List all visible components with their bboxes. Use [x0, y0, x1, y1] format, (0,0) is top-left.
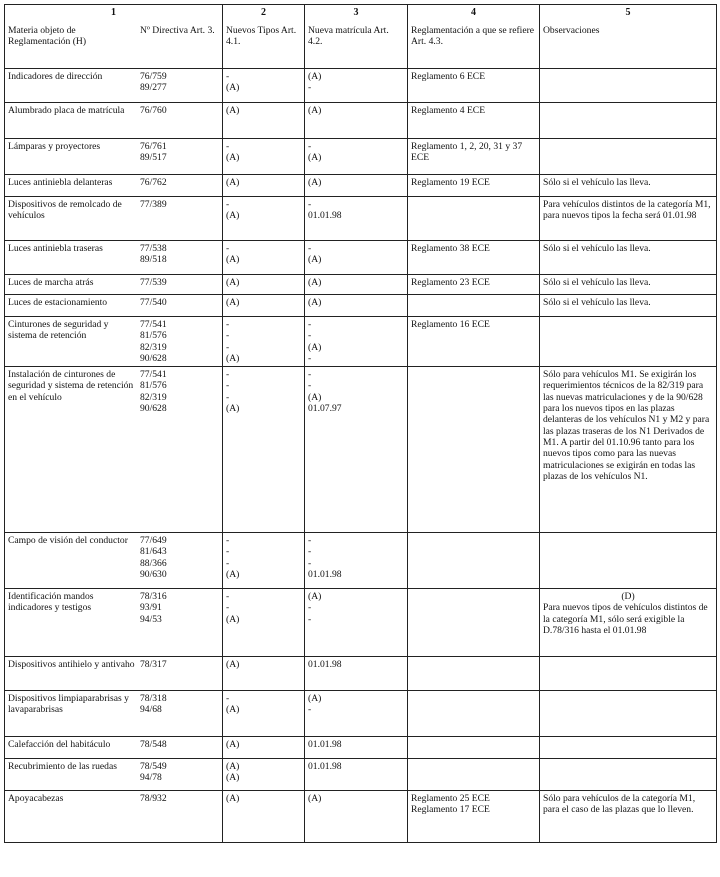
matter-split — [8, 693, 219, 716]
table-row — [5, 791, 717, 843]
regulation-text: Reglamento 19 ECE — [411, 177, 490, 188]
directive-number: 78/549 — [140, 761, 167, 772]
header-col5 — [540, 5, 717, 69]
header-col1 — [5, 5, 223, 69]
matter-split — [8, 199, 219, 222]
table-body — [5, 69, 717, 843]
table-row — [5, 533, 717, 589]
new-registration-cell — [305, 241, 408, 275]
observations-cell — [540, 791, 717, 843]
col2-heading: Nuevos Tipos Art. 4.1. — [226, 24, 297, 48]
observations-cell — [540, 691, 717, 737]
observations-text: Sólo para vehículos M1. Se exigirán los requerimientos técnicos de la 82/319 para las nuevas matriculaciones y de la 90/628 para los nuevos tipos en las plazas delanteras de los vehículos N1 y M2 y para las plazas traseras de los N1 Derivados de M1. A partir del 01.10.96 tanto para los nuevos tipos como para las nuevas matriculaciones se exigirán en todas las plazas de los vehículos N1. — [543, 369, 710, 482]
table-row — [5, 139, 717, 175]
regulation-text: Reglamento 1, 2, 20, 31 y 37 ECE — [411, 141, 523, 164]
new-types-value: (A) — [226, 352, 240, 364]
table-row — [5, 691, 717, 737]
new-registration-value: 01.01.98 — [308, 739, 342, 750]
table-row — [5, 295, 717, 317]
matter-split — [8, 659, 219, 670]
matter-name: Campo de visión del conductor — [8, 535, 128, 546]
col4-heading: Reglamentación a que se refiere Art. 4.3. — [411, 24, 535, 48]
new-types-value: (A) — [226, 613, 240, 625]
observations-cell — [540, 175, 717, 197]
matter-split — [8, 319, 219, 364]
new-registration-value: (A) — [308, 254, 322, 266]
matter-cell — [5, 275, 223, 295]
new-registration-value: (A) — [308, 793, 322, 804]
directive-number: 89/517 — [140, 152, 167, 164]
observations-cell — [540, 533, 717, 589]
regulation-text: Reglamento 25 ECE Reglamento 17 ECE — [411, 793, 490, 816]
regulation-cell — [408, 241, 540, 275]
directive-number: 77/540 — [140, 297, 167, 308]
matter-cell — [5, 295, 223, 317]
new-types-cell — [223, 533, 305, 589]
new-types-cell — [223, 691, 305, 737]
new-types-value: - — [226, 71, 230, 82]
directive-number: 77/541 — [140, 369, 167, 380]
directive-number: 82/319 — [140, 341, 167, 353]
matter-cell — [5, 589, 223, 657]
matter-split — [8, 297, 219, 308]
matter-name: Dispositivos limpiaparabrisas y lavaparabrisas — [8, 693, 129, 716]
directive-number: 78/318 — [140, 693, 167, 704]
new-types-cell — [223, 657, 305, 691]
new-types-value: (A) — [226, 254, 240, 266]
new-types-value: - — [226, 243, 230, 254]
regulation-cell — [408, 367, 540, 533]
new-types-value: (A) — [226, 277, 240, 288]
col1-matter-heading: Materia objeto de Reglamentación (H) — [8, 24, 87, 48]
table-row — [5, 317, 717, 367]
observations-cell — [540, 241, 717, 275]
regulation-text: Reglamento 6 ECE — [411, 71, 486, 82]
new-types-cell — [223, 295, 305, 317]
new-registration-value: - — [308, 243, 312, 254]
matter-name: Cinturones de seguridad y sistema de retención — [8, 319, 109, 342]
new-types-value: (A) — [226, 704, 240, 716]
matter-cell — [5, 737, 223, 759]
new-types-cell — [223, 175, 305, 197]
matter-split — [8, 277, 219, 288]
regulation-cell — [408, 139, 540, 175]
new-registration-cell — [305, 317, 408, 367]
new-registration-value: 01.01.98 — [308, 210, 342, 222]
new-registration-value: - — [308, 141, 312, 152]
matter-split — [8, 141, 219, 164]
directive-list — [140, 535, 219, 580]
matter-split — [8, 793, 219, 804]
new-registration-value: (A) — [308, 391, 322, 403]
new-registration-value: (A) — [308, 591, 322, 602]
table-row — [5, 367, 717, 533]
table-row — [5, 103, 717, 139]
matter-cell — [5, 69, 223, 103]
new-registration-value: - — [308, 352, 312, 364]
new-types-value: - — [226, 341, 230, 353]
header-col3 — [305, 5, 408, 69]
matter-name: Luces antiniebla traseras — [8, 243, 103, 254]
new-registration-cell — [305, 295, 408, 317]
new-registration-value: (A) — [308, 177, 322, 188]
observations-cell — [540, 759, 717, 791]
observations-cell — [540, 139, 717, 175]
directive-number: 90/628 — [140, 352, 167, 364]
matter-split — [8, 105, 219, 116]
new-types-value: - — [226, 591, 230, 602]
table-row — [5, 589, 717, 657]
new-registration-value: - — [308, 546, 312, 558]
new-types-cell — [223, 737, 305, 759]
observations-cell — [540, 737, 717, 759]
matter-name: Recubrimiento de las ruedas — [8, 761, 117, 772]
new-registration-value: - — [308, 704, 312, 716]
new-types-value: (A) — [226, 82, 240, 94]
new-types-cell — [223, 241, 305, 275]
matter-split — [8, 243, 219, 266]
directive-number: 77/538 — [140, 243, 167, 254]
new-types-cell — [223, 103, 305, 139]
directive-list — [140, 659, 219, 670]
col2-number: 2 — [261, 7, 266, 18]
new-types-value: (A) — [226, 761, 240, 772]
observations-cell — [540, 103, 717, 139]
regulation-cell — [408, 317, 540, 367]
new-types-value: - — [226, 535, 230, 546]
new-types-cell — [223, 139, 305, 175]
new-types-cell — [223, 791, 305, 843]
directive-number: 88/366 — [140, 557, 167, 569]
matter-cell — [5, 657, 223, 691]
table-row — [5, 275, 717, 295]
matter-split — [8, 177, 219, 188]
new-types-value: - — [226, 546, 230, 558]
matter-split — [8, 739, 219, 750]
new-registration-value: - — [308, 535, 312, 546]
directive-number: 81/576 — [140, 330, 167, 342]
regulation-text: Reglamento 16 ECE — [411, 319, 490, 330]
matter-cell — [5, 691, 223, 737]
directive-number: 78/932 — [140, 793, 167, 804]
col3-heading: Nueva matrícula Art. 4.2. — [308, 24, 389, 48]
observations-cell — [540, 197, 717, 241]
observations-cell — [540, 295, 717, 317]
table-row — [5, 69, 717, 103]
matter-name: Luces de estacionamiento — [8, 297, 108, 308]
new-registration-value: - — [308, 319, 312, 330]
new-types-cell — [223, 589, 305, 657]
observations-text: Para nuevos tipos de vehículos distintos de la categoría M1, sólo será exigible la D.78/316 hasta el 01.01.98 — [543, 602, 708, 636]
new-registration-cell — [305, 367, 408, 533]
directive-number: 90/630 — [140, 568, 167, 580]
regulation-cell — [408, 657, 540, 691]
directive-number: 78/317 — [140, 659, 167, 670]
matter-cell — [5, 139, 223, 175]
new-registration-cell — [305, 175, 408, 197]
directive-list — [140, 141, 219, 164]
new-types-value: (A) — [226, 105, 240, 116]
observations-cell — [540, 657, 717, 691]
matter-split — [8, 761, 219, 784]
new-types-value: - — [226, 319, 230, 330]
new-types-value: - — [226, 330, 230, 342]
regulation-cell — [408, 275, 540, 295]
observations-note: (D) — [621, 591, 635, 602]
directive-number: 77/389 — [140, 199, 167, 210]
directive-list — [140, 793, 219, 804]
directive-list — [140, 297, 219, 308]
observations-text: Sólo si el vehículo las lleva. — [543, 177, 651, 188]
directive-list — [140, 319, 219, 364]
new-registration-cell — [305, 103, 408, 139]
regulation-text: Reglamento 23 ECE — [411, 277, 490, 288]
new-registration-cell — [305, 589, 408, 657]
new-types-value: (A) — [226, 739, 240, 750]
table-row — [5, 175, 717, 197]
directive-number: 78/548 — [140, 739, 167, 750]
matter-name: Apoyacabezas — [8, 793, 64, 804]
directive-list — [140, 739, 219, 750]
header-col2 — [223, 5, 305, 69]
new-registration-value: 01.01.98 — [308, 761, 342, 772]
matter-cell — [5, 241, 223, 275]
matter-name: Dispositivos de remolcado de vehículos — [8, 199, 122, 222]
new-types-value: - — [226, 391, 230, 403]
new-registration-value: 01.07.97 — [308, 402, 342, 414]
observations-text: Sólo para vehículos de la categoría M1, para el caso de las plazas que lo lleven. — [543, 793, 696, 816]
new-registration-value: - — [308, 369, 312, 380]
new-registration-value: (A) — [308, 152, 322, 164]
directive-number: 78/316 — [140, 591, 167, 602]
new-registration-cell — [305, 737, 408, 759]
new-registration-value: - — [308, 602, 312, 614]
directive-number: 77/539 — [140, 277, 167, 288]
col1-directive-heading: Nº Directiva Art. 3. — [140, 24, 215, 36]
regulation-cell — [408, 791, 540, 843]
directive-number: 94/78 — [140, 772, 162, 784]
new-types-value: - — [226, 602, 230, 614]
matter-name: Dispositivos antihielo y antivaho — [8, 659, 135, 670]
new-types-cell — [223, 69, 305, 103]
matter-cell — [5, 367, 223, 533]
directive-list — [140, 277, 219, 288]
new-registration-value: - — [308, 330, 312, 342]
observations-cell — [540, 367, 717, 533]
table-row — [5, 197, 717, 241]
directive-list — [140, 369, 219, 414]
new-registration-cell — [305, 691, 408, 737]
new-registration-cell — [305, 657, 408, 691]
table-row — [5, 737, 717, 759]
new-registration-value: (A) — [308, 105, 322, 116]
table-row — [5, 759, 717, 791]
observations-cell — [540, 589, 717, 657]
new-types-value: (A) — [226, 659, 240, 670]
new-registration-value: 01.01.98 — [308, 659, 342, 670]
new-registration-cell — [305, 275, 408, 295]
directive-number: 93/91 — [140, 602, 162, 614]
new-registration-cell — [305, 69, 408, 103]
new-registration-value: (A) — [308, 297, 322, 308]
observations-cell — [540, 275, 717, 295]
matter-name: Indicadores de dirección — [8, 71, 103, 82]
new-registration-value: (A) — [308, 693, 322, 704]
observations-text: Sólo si el vehículo las lleva. — [543, 297, 651, 308]
matter-cell — [5, 791, 223, 843]
directive-number: 89/277 — [140, 82, 167, 94]
directive-number: 94/68 — [140, 704, 162, 716]
new-types-cell — [223, 759, 305, 791]
new-types-value: - — [226, 199, 230, 210]
directive-number: 81/576 — [140, 380, 167, 392]
header-row — [5, 5, 717, 69]
new-registration-value: - — [308, 380, 312, 392]
regulation-cell — [408, 175, 540, 197]
directive-number: 76/761 — [140, 141, 167, 152]
observations-text: Para vehículos distintos de la categoría M1, para nuevos tipos la fecha será 01.01.98 — [543, 199, 711, 222]
regulation-cell — [408, 103, 540, 139]
directive-list — [140, 761, 219, 784]
matter-cell — [5, 175, 223, 197]
new-types-cell — [223, 275, 305, 295]
directive-number: 94/53 — [140, 613, 162, 625]
new-types-value: (A) — [226, 568, 240, 580]
directive-number: 76/762 — [140, 177, 167, 188]
directive-list — [140, 105, 219, 116]
matter-split — [8, 71, 219, 94]
directive-number: 77/541 — [140, 319, 167, 330]
new-types-value: - — [226, 380, 230, 392]
directive-list — [140, 693, 219, 716]
regulation-cell — [408, 533, 540, 589]
matter-cell — [5, 197, 223, 241]
observations-cell — [540, 69, 717, 103]
new-registration-value: - — [308, 613, 312, 625]
new-types-value: (A) — [226, 793, 240, 804]
new-types-value: - — [226, 557, 230, 569]
table-row — [5, 657, 717, 691]
new-registration-value: - — [308, 82, 312, 94]
new-types-value: - — [226, 141, 230, 152]
directive-number: 81/643 — [140, 546, 167, 558]
regulation-cell — [408, 691, 540, 737]
matter-name: Lámparas y proyectores — [8, 141, 101, 152]
new-registration-value: (A) — [308, 341, 322, 353]
regulation-cell — [408, 759, 540, 791]
new-types-cell — [223, 317, 305, 367]
new-registration-value: - — [308, 557, 312, 569]
matter-split — [8, 591, 219, 625]
matter-split — [8, 369, 219, 414]
directive-list — [140, 71, 219, 94]
new-types-cell — [223, 367, 305, 533]
observations-text: Sólo si el vehículo las lleva. — [543, 243, 651, 254]
directive-list — [140, 177, 219, 188]
new-registration-cell — [305, 791, 408, 843]
new-types-cell — [223, 197, 305, 241]
directive-number: 76/759 — [140, 71, 167, 82]
directive-list — [140, 591, 219, 625]
header-col4 — [408, 5, 540, 69]
new-types-value: - — [226, 693, 230, 704]
directive-number: 89/518 — [140, 254, 167, 266]
matter-name: Alumbrado placa de matrícula — [8, 105, 125, 116]
new-registration-value: (A) — [308, 71, 322, 82]
col4-number: 4 — [471, 7, 476, 18]
directive-number: 90/628 — [140, 402, 167, 414]
new-types-value: (A) — [226, 210, 240, 222]
new-types-value: (A) — [226, 402, 240, 414]
matter-cell — [5, 103, 223, 139]
new-registration-cell — [305, 197, 408, 241]
directive-number: 76/760 — [140, 105, 167, 116]
matter-cell — [5, 533, 223, 589]
matter-cell — [5, 759, 223, 791]
table-row — [5, 241, 717, 275]
new-types-value: (A) — [226, 772, 240, 784]
matter-name: Luces antiniebla delanteras — [8, 177, 113, 188]
new-registration-cell — [305, 533, 408, 589]
matter-name: Instalación de cinturones de seguridad y sistema de retención en el vehículo — [8, 369, 134, 403]
new-types-value: (A) — [226, 177, 240, 188]
new-types-value: (A) — [226, 152, 240, 164]
regulation-cell — [408, 737, 540, 759]
new-types-value: (A) — [226, 297, 240, 308]
new-types-value: - — [226, 369, 230, 380]
col3-number: 3 — [353, 7, 359, 18]
col5-heading: Observaciones — [543, 24, 600, 36]
regulation-document — [4, 4, 716, 843]
directive-number: 82/319 — [140, 391, 167, 403]
regulation-cell — [408, 295, 540, 317]
directive-list — [140, 199, 219, 222]
regulation-cell — [408, 589, 540, 657]
regulation-text: Reglamento 38 ECE — [411, 243, 490, 254]
observations-text: Sólo si el vehículo las lleva. — [543, 277, 651, 288]
matter-split — [8, 535, 219, 580]
matter-name: Calefacción del habitáculo — [8, 739, 111, 750]
new-registration-value: (A) — [308, 277, 322, 288]
regulation-cell — [408, 197, 540, 241]
observations-cell — [540, 317, 717, 367]
regulation-cell — [408, 69, 540, 103]
new-registration-value: 01.01.98 — [308, 568, 342, 580]
directive-list — [140, 243, 219, 266]
regulation-table — [4, 4, 717, 843]
regulation-text: Reglamento 4 ECE — [411, 105, 486, 116]
new-registration-cell — [305, 759, 408, 791]
col1-number: 1 — [111, 7, 116, 18]
col5-number: 5 — [625, 7, 631, 18]
directive-number: 77/649 — [140, 535, 167, 546]
matter-name: Luces de marcha atrás — [8, 277, 94, 288]
new-registration-value: - — [308, 199, 312, 210]
matter-name: Identificación mandos indicadores y testigos — [8, 591, 94, 614]
matter-cell — [5, 317, 223, 367]
new-registration-cell — [305, 139, 408, 175]
